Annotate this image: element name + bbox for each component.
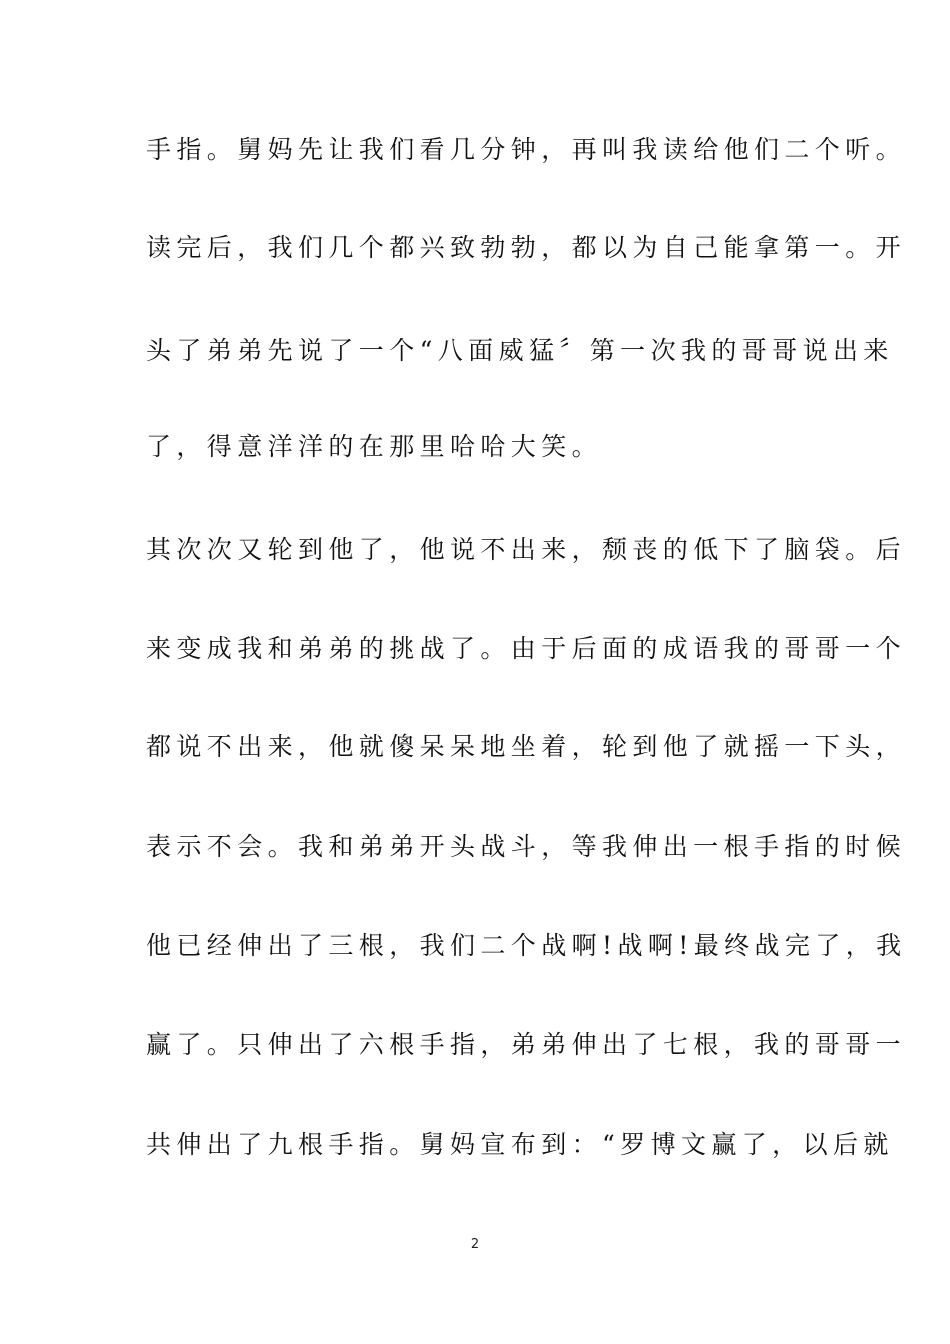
text-line: 其次次又轮到他了，他说不出来，颓丧的低下了脑袋。后 [146, 535, 907, 564]
text-line: 了，得意洋洋的在那里哈哈大笑。 [146, 432, 603, 461]
text-line: 手指。舅妈先让我们看几分钟，再叫我读给他们二个听。 [146, 135, 907, 164]
page-number: 2 [470, 1237, 480, 1252]
text-line: 他已经伸出了三根，我们二个战啊!战啊!最终战完了，我 [146, 931, 907, 960]
text-line: 表示不会。我和弟弟开头战斗，等我伸出一根手指的时候 [146, 832, 907, 861]
text-line: 头了弟弟先说了一个“八面威猛〞第一次我的哥哥说出来 [146, 336, 894, 365]
text-line: 赢了。只伸出了六根手指，弟弟伸出了七根，我的哥哥一 [146, 1030, 907, 1059]
text-line: 来变成我和弟弟的挑战了。由于后面的成语我的哥哥一个 [146, 634, 907, 663]
text-line: 都说不出来，他就傻呆呆地坐着，轮到他了就摇一下头， [146, 732, 907, 761]
text-line: 读完后，我们几个都兴致勃勃，都以为自己能拿第一。开 [146, 233, 907, 262]
text-line: 共伸出了九根手指。舅妈宣布到：“罗博文赢了，以后就 [146, 1130, 894, 1159]
